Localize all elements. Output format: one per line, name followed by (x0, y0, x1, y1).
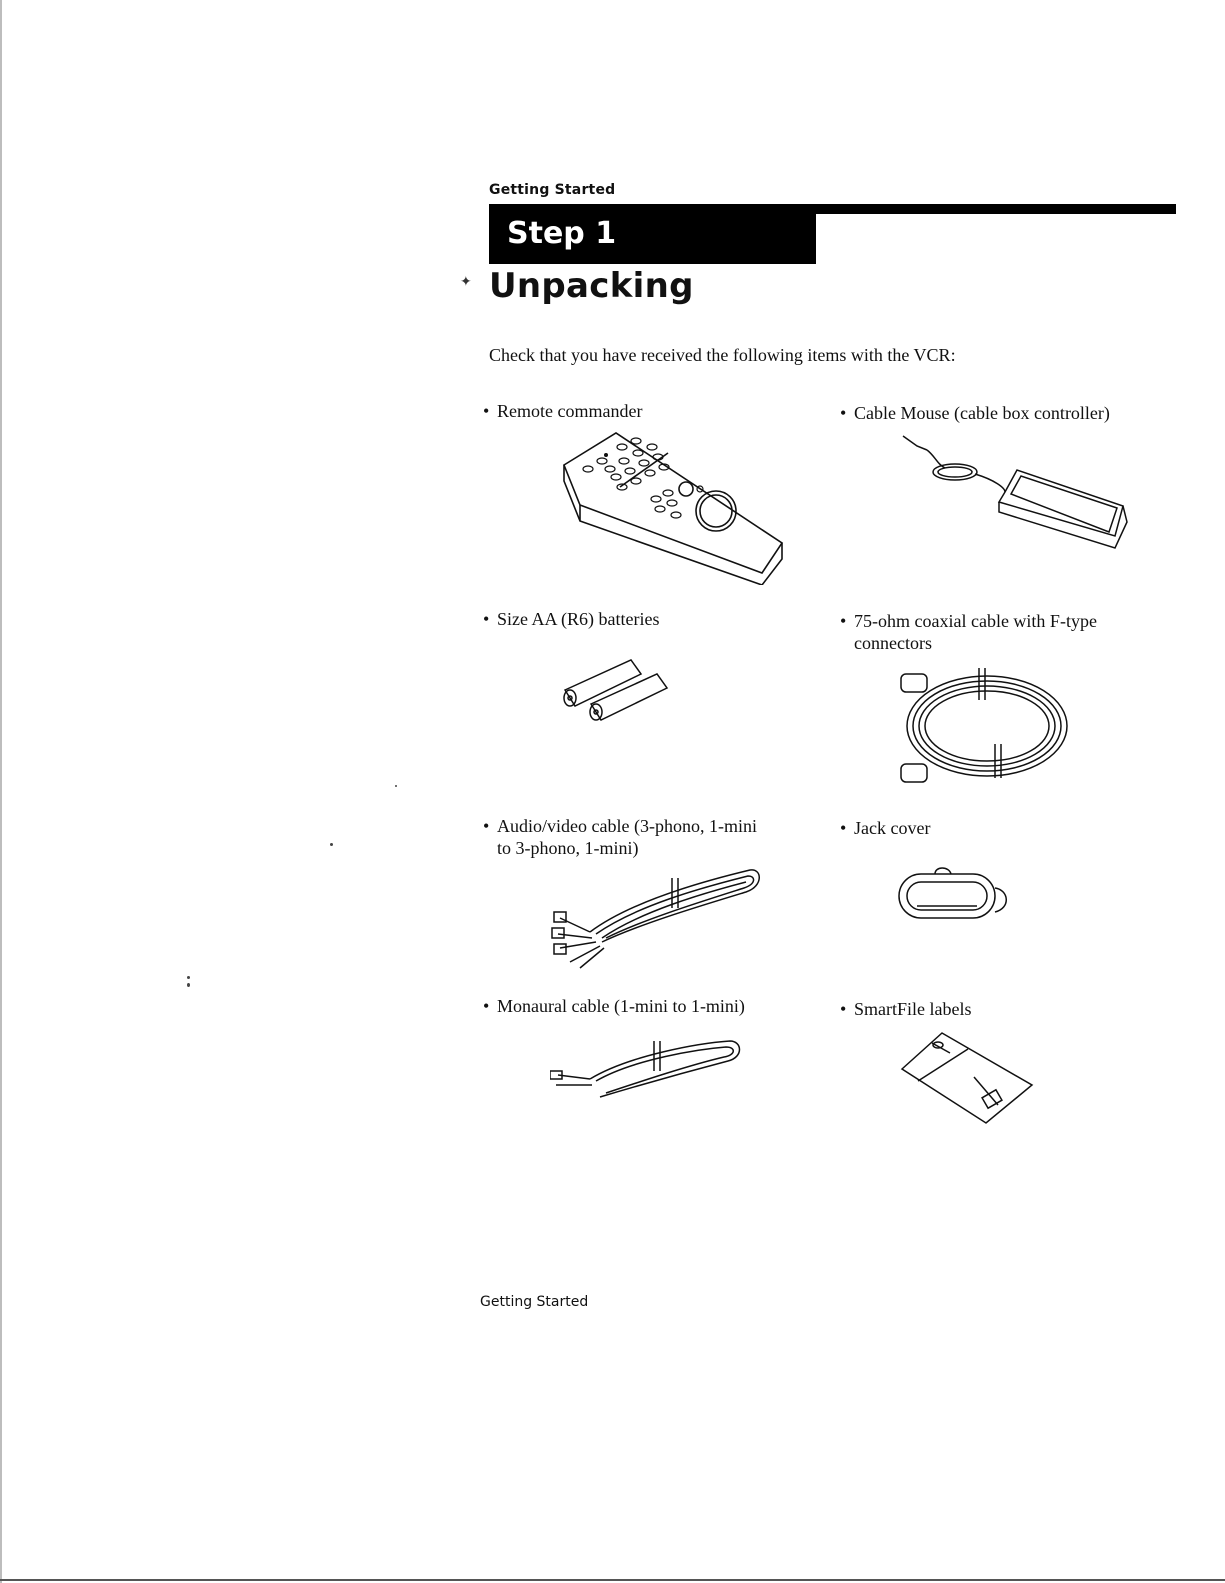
item-label: Cable Mouse (cable box controller) (854, 403, 1110, 423)
page-edge-left (0, 0, 2, 1583)
list-item-av-cable: • Audio/video cable (3-phono, 1-mini to 3-phono, 1-mini) (483, 816, 757, 858)
remote-commander-illustration (550, 425, 790, 585)
coaxial-cable-illustration (895, 660, 1080, 790)
scan-speck (187, 976, 190, 979)
scan-speck (395, 785, 397, 787)
item-label: SmartFile labels (854, 999, 972, 1019)
scan-speck (187, 983, 190, 987)
page-title: Unpacking (489, 266, 694, 306)
item-label: Size AA (R6) batteries (497, 609, 660, 629)
list-item-jack-cover: • Jack cover (840, 818, 931, 838)
smartfile-labels-illustration (898, 1025, 1038, 1125)
intro-text: Check that you have received the following items with the VCR: (489, 345, 956, 365)
list-item-batteries: • Size AA (R6) batteries (483, 609, 660, 629)
item-label: 75-ohm coaxial cable with F-type (854, 611, 1097, 631)
item-label: Jack cover (854, 818, 931, 838)
list-item-remote: • Remote commander (483, 401, 643, 421)
item-label-continued: to 3-phono, 1-mini) (497, 838, 639, 858)
jack-cover-illustration (895, 862, 1015, 932)
list-item-coaxial-cable: • 75-ohm coaxial cable with F-type connectors (840, 611, 1097, 653)
monaural-cable-illustration (550, 1035, 745, 1105)
margin-mark-icon: ✦ (460, 275, 472, 290)
av-cable-illustration (550, 862, 765, 972)
footer-section-label: Getting Started (480, 1294, 589, 1310)
item-label: Audio/video cable (3-phono, 1-mini (497, 816, 757, 836)
item-label: Monaural cable (1-mini to 1-mini) (497, 996, 745, 1016)
item-label-continued: connectors (854, 633, 932, 653)
item-label: Remote commander (497, 401, 643, 421)
list-item-cable-mouse: • Cable Mouse (cable box controller) (840, 403, 1110, 423)
list-item-smartfile-labels: • SmartFile labels (840, 999, 972, 1019)
cable-mouse-illustration (895, 428, 1140, 558)
page-edge-bottom (0, 1579, 1225, 1581)
batteries-illustration (555, 652, 685, 722)
scan-speck (330, 843, 333, 846)
list-item-monaural-cable: • Monaural cable (1-mini to 1-mini) (483, 996, 745, 1016)
step-badge: Step 1 (489, 204, 816, 264)
section-label: Getting Started (489, 182, 616, 198)
